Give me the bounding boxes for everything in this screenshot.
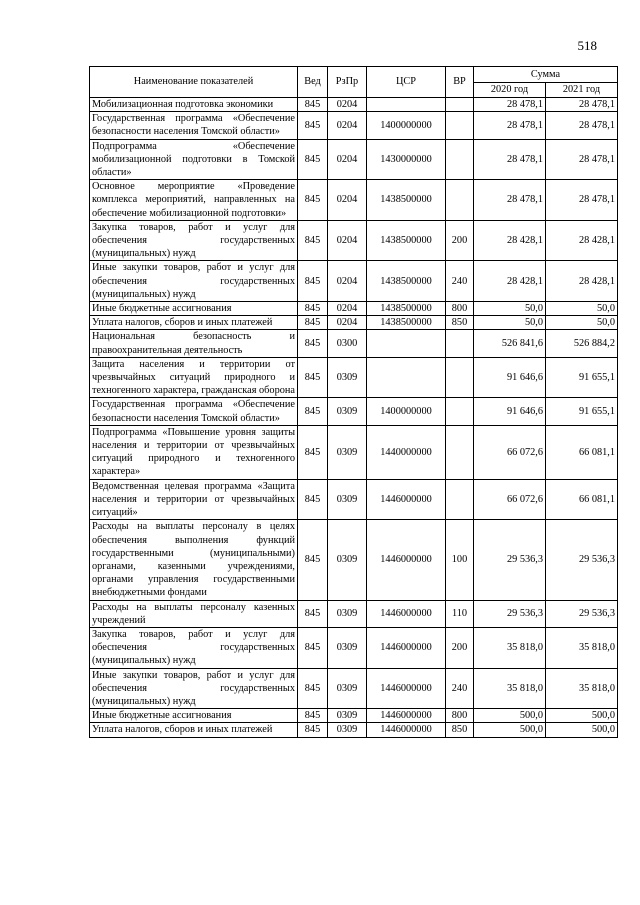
row-name: Расходы на выплаты персоналу в целях обеспечения выполнения функций государственными (муниципальными) органами, казенными учреждениями, органами управления государственными внебюджетными фондами (90, 520, 298, 600)
row-csr (367, 357, 446, 398)
row-rzpr: 0204 (328, 302, 367, 316)
row-rzpr: 0309 (328, 600, 367, 627)
row-rzpr: 0204 (328, 112, 367, 139)
table-row (90, 357, 618, 398)
row-csr: 1400000000 (367, 398, 446, 425)
table-row (90, 627, 618, 668)
row-rzpr: 0309 (328, 709, 367, 723)
table-row (90, 425, 618, 479)
row-csr: 1446000000 (367, 668, 446, 709)
row-sum-2021: 91 655,1 (546, 398, 618, 425)
row-ved: 845 (298, 479, 328, 520)
row-ved: 845 (298, 357, 328, 398)
row-sum-2020: 28 428,1 (474, 220, 546, 261)
row-vr (446, 479, 474, 520)
row-csr: 1438500000 (367, 302, 446, 316)
row-ved: 845 (298, 723, 328, 737)
row-vr: 800 (446, 709, 474, 723)
row-sum-2021: 28 478,1 (546, 98, 618, 112)
row-rzpr: 0309 (328, 520, 367, 600)
row-csr (367, 98, 446, 112)
row-name: Ведомственная целевая программа «Защита населения и территории от чрезвычайных ситуаций» (90, 479, 298, 520)
row-ved: 845 (298, 520, 328, 600)
table-row (90, 98, 618, 112)
table-row (90, 302, 618, 316)
budget-table (89, 66, 618, 738)
row-vr (446, 180, 474, 221)
table-row (90, 261, 618, 302)
row-ved: 845 (298, 600, 328, 627)
row-sum-2020: 526 841,6 (474, 330, 546, 357)
row-csr: 1446000000 (367, 479, 446, 520)
header-name: Наименование показателей (90, 67, 298, 98)
row-vr (446, 425, 474, 479)
row-vr: 100 (446, 520, 474, 600)
row-csr: 1446000000 (367, 520, 446, 600)
row-sum-2021: 526 884,2 (546, 330, 618, 357)
row-sum-2020: 28 478,1 (474, 98, 546, 112)
row-csr: 1438500000 (367, 220, 446, 261)
table-row (90, 139, 618, 180)
row-sum-2020: 28 478,1 (474, 139, 546, 180)
row-csr: 1438500000 (367, 180, 446, 221)
row-rzpr: 0204 (328, 98, 367, 112)
row-csr: 1446000000 (367, 709, 446, 723)
row-rzpr: 0204 (328, 316, 367, 330)
row-sum-2020: 29 536,3 (474, 520, 546, 600)
row-csr (367, 330, 446, 357)
row-rzpr: 0309 (328, 357, 367, 398)
row-sum-2021: 66 081,1 (546, 425, 618, 479)
table-row (90, 316, 618, 330)
row-csr: 1438500000 (367, 316, 446, 330)
row-vr (446, 330, 474, 357)
row-name: Подпрограмма «Повышение уровня защиты населения и территории от чрезвычайных ситуаций природного и техногенного характера» (90, 425, 298, 479)
row-csr: 1440000000 (367, 425, 446, 479)
row-name: Подпрограмма «Обеспечение мобилизационной подготовки в Томской области» (90, 139, 298, 180)
header-2020: 2020 год (474, 83, 546, 98)
row-ved: 845 (298, 627, 328, 668)
row-name: Закупка товаров, работ и услуг для обеспечения государственных (муниципальных) нужд (90, 220, 298, 261)
table-row (90, 479, 618, 520)
header-2021: 2021 год (546, 83, 618, 98)
row-ved: 845 (298, 220, 328, 261)
row-rzpr: 0309 (328, 723, 367, 737)
row-ved: 845 (298, 261, 328, 302)
row-csr: 1446000000 (367, 600, 446, 627)
row-rzpr: 0204 (328, 220, 367, 261)
row-sum-2021: 29 536,3 (546, 600, 618, 627)
row-vr: 240 (446, 261, 474, 302)
row-vr: 800 (446, 302, 474, 316)
table-row (90, 723, 618, 737)
row-sum-2020: 35 818,0 (474, 668, 546, 709)
row-sum-2021: 28 478,1 (546, 180, 618, 221)
row-ved: 845 (298, 709, 328, 723)
row-name: Национальная безопасность и правоохранительная деятельность (90, 330, 298, 357)
row-sum-2020: 28 478,1 (474, 180, 546, 221)
row-sum-2021: 500,0 (546, 723, 618, 737)
row-name: Основное мероприятие «Проведение комплекса мероприятий, направленных на обеспечение мобилизационной подготовки» (90, 180, 298, 221)
row-name: Защита населения и территории от чрезвычайных ситуаций природного и техногенного характера, гражданская оборона (90, 357, 298, 398)
table-row (90, 180, 618, 221)
row-csr: 1400000000 (367, 112, 446, 139)
row-name: Иные закупки товаров, работ и услуг для обеспечения государственных (муниципальных) нужд (90, 261, 298, 302)
row-sum-2020: 28 428,1 (474, 261, 546, 302)
row-csr: 1430000000 (367, 139, 446, 180)
row-name: Закупка товаров, работ и услуг для обеспечения государственных (муниципальных) нужд (90, 627, 298, 668)
row-name: Расходы на выплаты персоналу казенных учреждений (90, 600, 298, 627)
row-sum-2020: 91 646,6 (474, 398, 546, 425)
row-sum-2020: 91 646,6 (474, 357, 546, 398)
header-vr: ВР (446, 67, 474, 98)
row-ved: 845 (298, 180, 328, 221)
table-header-row (90, 67, 618, 83)
table-row (90, 600, 618, 627)
table-row (90, 520, 618, 600)
row-csr: 1438500000 (367, 261, 446, 302)
header-ved: Вед (298, 67, 328, 98)
row-sum-2020: 50,0 (474, 316, 546, 330)
table-row (90, 220, 618, 261)
table-row (90, 709, 618, 723)
row-rzpr: 0309 (328, 668, 367, 709)
row-name: Иные бюджетные ассигнования (90, 302, 298, 316)
row-rzpr: 0309 (328, 627, 367, 668)
row-sum-2020: 66 072,6 (474, 425, 546, 479)
row-ved: 845 (298, 425, 328, 479)
row-rzpr: 0309 (328, 398, 367, 425)
row-sum-2021: 50,0 (546, 316, 618, 330)
row-sum-2020: 500,0 (474, 709, 546, 723)
row-vr (446, 357, 474, 398)
row-sum-2021: 28 478,1 (546, 139, 618, 180)
row-sum-2020: 66 072,6 (474, 479, 546, 520)
row-name: Уплата налогов, сборов и иных платежей (90, 316, 298, 330)
row-sum-2021: 66 081,1 (546, 479, 618, 520)
row-csr: 1446000000 (367, 723, 446, 737)
row-sum-2020: 28 478,1 (474, 112, 546, 139)
row-rzpr: 0300 (328, 330, 367, 357)
row-ved: 845 (298, 139, 328, 180)
row-name: Иные закупки товаров, работ и услуг для обеспечения государственных (муниципальных) нужд (90, 668, 298, 709)
row-vr: 110 (446, 600, 474, 627)
row-ved: 845 (298, 316, 328, 330)
row-csr: 1446000000 (367, 627, 446, 668)
row-ved: 845 (298, 98, 328, 112)
row-sum-2020: 50,0 (474, 302, 546, 316)
row-rzpr: 0309 (328, 479, 367, 520)
row-sum-2021: 28 428,1 (546, 220, 618, 261)
row-ved: 845 (298, 398, 328, 425)
row-sum-2021: 28 428,1 (546, 261, 618, 302)
row-vr (446, 398, 474, 425)
row-sum-2021: 28 478,1 (546, 112, 618, 139)
row-sum-2020: 35 818,0 (474, 627, 546, 668)
row-name: Государственная программа «Обеспечение безопасности населения Томской области» (90, 112, 298, 139)
row-ved: 845 (298, 330, 328, 357)
header-rzpr: РзПр (328, 67, 367, 98)
row-name: Иные бюджетные ассигнования (90, 709, 298, 723)
row-sum-2021: 35 818,0 (546, 668, 618, 709)
table-row (90, 668, 618, 709)
row-vr: 240 (446, 668, 474, 709)
row-ved: 845 (298, 302, 328, 316)
row-name: Уплата налогов, сборов и иных платежей (90, 723, 298, 737)
row-name: Мобилизационная подготовка экономики (90, 98, 298, 112)
page-number: 518 (577, 38, 597, 53)
table-row (90, 112, 618, 139)
row-vr (446, 98, 474, 112)
row-vr: 200 (446, 627, 474, 668)
table-body (90, 98, 618, 738)
row-rzpr: 0204 (328, 139, 367, 180)
row-rzpr: 0204 (328, 261, 367, 302)
row-name: Государственная программа «Обеспечение безопасности населения Томской области» (90, 398, 298, 425)
row-sum-2020: 500,0 (474, 723, 546, 737)
row-vr: 850 (446, 723, 474, 737)
row-ved: 845 (298, 668, 328, 709)
table-row (90, 330, 618, 357)
row-sum-2021: 35 818,0 (546, 627, 618, 668)
row-ved: 845 (298, 112, 328, 139)
header-csr: ЦСР (367, 67, 446, 98)
table-row (90, 398, 618, 425)
header-sum: Сумма (474, 67, 618, 83)
row-rzpr: 0204 (328, 180, 367, 221)
row-sum-2021: 500,0 (546, 709, 618, 723)
row-vr: 850 (446, 316, 474, 330)
row-sum-2021: 91 655,1 (546, 357, 618, 398)
row-vr (446, 139, 474, 180)
row-vr: 200 (446, 220, 474, 261)
row-sum-2020: 29 536,3 (474, 600, 546, 627)
row-sum-2021: 50,0 (546, 302, 618, 316)
row-vr (446, 112, 474, 139)
row-rzpr: 0309 (328, 425, 367, 479)
row-sum-2021: 29 536,3 (546, 520, 618, 600)
